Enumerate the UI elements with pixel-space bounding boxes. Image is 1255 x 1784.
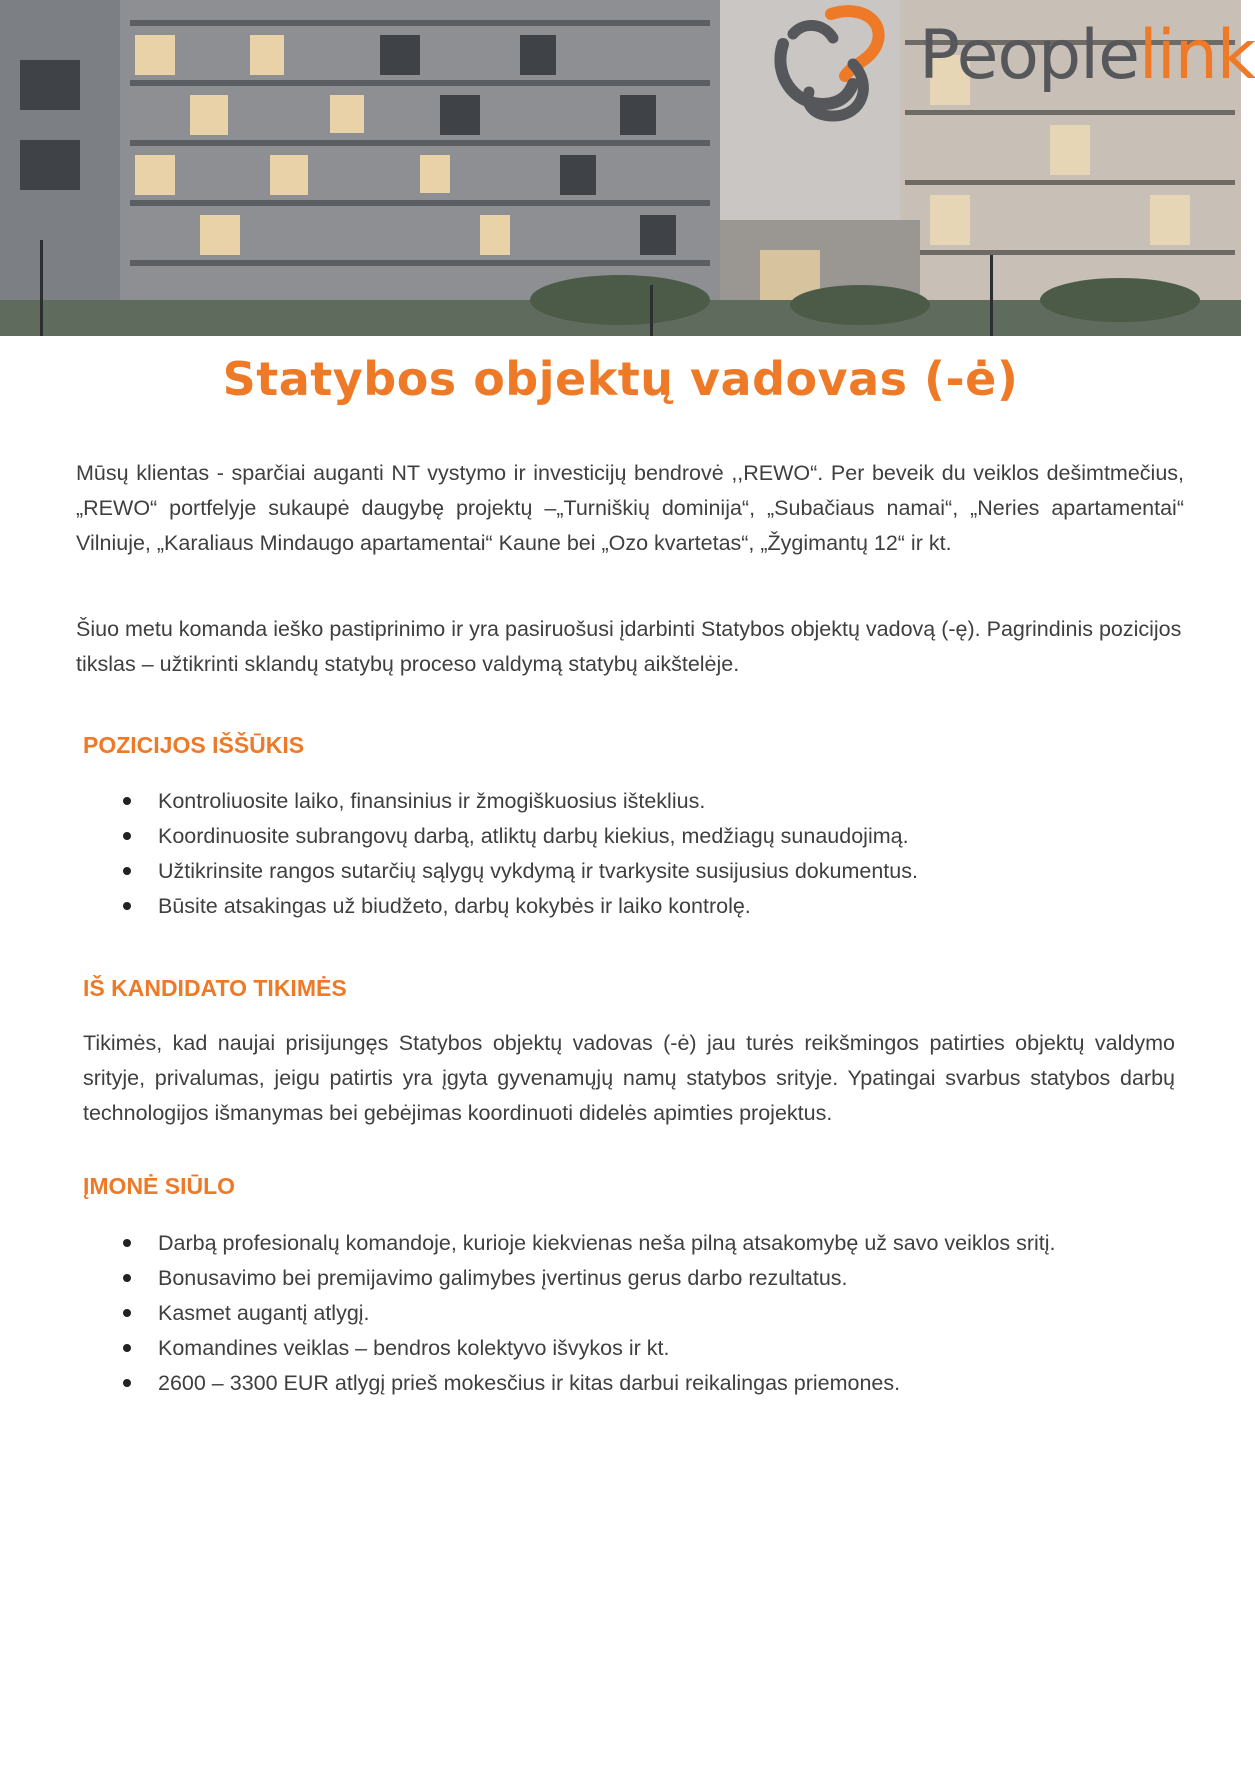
challenge-list <box>83 784 1183 924</box>
list-item: Būsite atsakingas už biudžeto, darbų kokybės ir laiko kontrolę. <box>83 889 1183 924</box>
logo-wordmark: Peoplelink <box>919 16 1255 95</box>
logo-mark-icon <box>753 4 913 122</box>
list-item: 2600 – 3300 EUR atlygį prieš mokesčius ir kitas darbui reikalingas priemones. <box>83 1366 1183 1401</box>
intro-paragraph-goal: Šiuo metu komanda ieško pastiprinimo ir yra pasiruošusi įdarbinti Statybos objektų vadovą (-ę). Pagrindinis pozicijos tikslas – užtikrinti sklandų statybų proceso valdymą statybų aikštelėje. <box>76 617 1182 676</box>
list-item: Kontroliuosite laiko, finansinius ir žmogiškuosius išteklius. <box>83 784 1183 819</box>
peoplelink-logo <box>753 4 1255 122</box>
section-heading-candidate: IŠ KANDIDATO TIKIMĖS <box>83 975 347 1001</box>
offer-list <box>83 1226 1183 1401</box>
list-item: Komandines veiklas – bendros kolektyvo išvykos ir kt. <box>83 1331 1183 1366</box>
candidate-paragraph: Tikimės, kad naujai prisijungęs Statybos objektų vadovas (-ė) jau turės reikšmingos patirties objektų valdymo srityje, privalumas, jeigu patirtis yra įgyta gyvenamųjų namų statybos srityje. Ypatingai svarbus statybos darbų technologijos išmanymas bei gebėjimas koordinuoti didelės apimties projektus. <box>83 1031 1175 1125</box>
hero-building-image <box>0 0 1255 336</box>
list-item: Bonusavimo bei premijavimo galimybes įvertinus gerus darbo rezultatus. <box>83 1261 1183 1296</box>
list-item: Koordinuosite subrangovų darbą, atliktų darbų kiekius, medžiagų sunaudojimą. <box>83 819 1183 854</box>
section-heading-offer: ĮMONĖ SIŪLO <box>83 1173 236 1199</box>
section-heading-challenge: POZICIJOS IŠŠŪKIS <box>83 732 305 758</box>
page-title: Statybos objektų vadovas (-ė) <box>222 352 1019 406</box>
list-item: Užtikrinsite rangos sutarčių sąlygų vykdymą ir tvarkysite susijusius dokumentus. <box>83 854 1183 889</box>
list-item: Kasmet augantį atlygį. <box>83 1296 1183 1331</box>
list-item: Darbą profesionalų komandoje, kurioje kiekvienas neša pilną atsakomybę už savo veiklos sritį. <box>83 1226 1183 1261</box>
intro-paragraph: Mūsų klientas - sparčiai auganti NT vystymo ir investicijų bendrovė ,,REWO“. Per beveik du veiklos dešimtmečius, „REWO“ portfelyje sukaupė daugybę projektų –„Turniškių dominija“, „Subačiaus namai“, „Neries apartamentai“ Vilniuje, „Karaliaus Mindaugo apartamentai“ Kaune bei „Ozo kvartetas“, „Žygimantų 12“ ir kt. <box>76 461 1184 555</box>
